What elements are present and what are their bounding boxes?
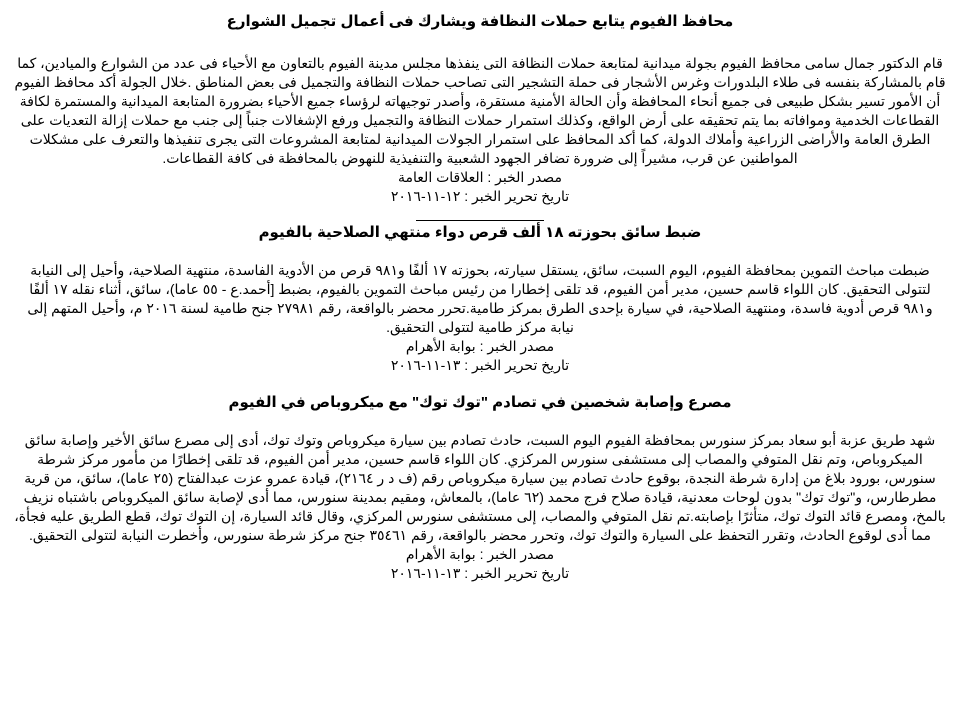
news-article xyxy=(14,393,946,583)
article-body: ضبطت مباحث التموين بمحافظة الفيوم، اليوم السبت، سائق، يستقل سيارته، بحوزته ١٧ ألفًا و٩٨١ قرص من الأدوية الفاسدة، منتهية الصلاحية، وأحيل إلى النيابة لتتولى التحقيق. كان اللواء قاسم حسين، مدير أمن الفيوم، قد تلقى إخطارا من رئيس مباحث التموين بالفيوم، بضبط [أحمد.ع - ٥٥ عاما)، سائق، أثناء نقله ١٧ ألفًا و٩٨١ قرص أدوية فاسدة، ومنتهية الصلاحية، في سيارة بإحدى الطرق بمركز طامية.تحرر محضر بالواقعة، رقم ٢٧٩٨١ جنح طامية لسنة ٢٠١٦ م، وأحيل المتهم إلى نيابة مركز طامية لتتولى التحقيق. xyxy=(27,262,933,335)
article-date: تاريخ تحرير الخبر : ١٣-١١-٢٠١٦ xyxy=(390,565,570,581)
news-article xyxy=(14,223,946,375)
article-source: مصدر الخبر : بوابة الأهرام xyxy=(405,338,555,354)
news-article xyxy=(14,12,946,206)
article-source: مصدر الخبر : بوابة الأهرام xyxy=(405,546,555,562)
article-body: قام الدكتور جمال سامى محافظ الفيوم بجولة ميدانية لمتابعة حملات النظافة التى ينفذها مجلس مدينة الفيوم بالتعاون مع الأحياء فى عدد من الشوارع والميادين، كما قام بالمشاركة بنفسه فى طلاء البلدورات وغرس الأشجار فى حملة التشجير التى تصاحب حملات النظافة والتجميل فى بعض المناطق .خلال الجولة أكد محافظ الفيوم أن الأمور تسير بشكل طبيعى فى جميع أنحاء المحافظة وأن الحالة الأمنية مستقرة، وأصدر توجيهاته لرؤساء جميع الأحياء بضرورة المتابعة الميدانية والمستمرة لكافة القطاعات الخدمية وموافاته بما يتم تحقيقه على أرض الواقع، وكذلك استمرار حملات النظافة والتجميل ورفع الإشغالات جنباً إلى جنب مع حملات إزالة التعديات على الطرق العامة والأراضى الزراعية وأملاك الدولة، كما أكد المحافظ على استمرار الجولات الميدانية لمتابعة المشروعات التى يجرى تنفيذها والتعرف على مشكلات المواطنين عن قرب، مشيراً إلى ضرورة تضافر الجهود الشعبية والتنفيذية للنهوض بالمحافظة فى كافة القطاعات. xyxy=(14,55,946,166)
article-source: مصدر الخبر : العلاقات العامة xyxy=(398,169,562,185)
article-date: تاريخ تحرير الخبر : ١٣-١١-٢٠١٦ xyxy=(390,357,570,373)
article-divider xyxy=(416,220,544,221)
spacer xyxy=(14,32,946,54)
article-headline: محافظ الفيوم يتابع حملات النظافة ويشارك فى أعمال تجميل الشوارع xyxy=(226,13,734,30)
article-headline: ضبط سائق بحوزته ١٨ ألف قرص دواء منتهي الصلاحية بالفيوم xyxy=(258,224,702,241)
article-body: شهد طريق عزبة أبو سعاد بمركز سنورس بمحافظة الفيوم اليوم السبت، حادث تصادم بين سيارة ميكروباص وتوك توك، أدى إلى مصرع سائق الأخير وإصابة سائق الميكروباص، وتم نقل المتوفي والمصاب إلى مستشفى سنورس المركزي. كان اللواء قاسم حسين، مدير أمن الفيوم، قد تلقى إخطارًا من مأمور مركز شرطة سنورس، بورود بلاغ من إدارة شرطة النجدة، بوقوع حادث تصادم بين سيارة ميكروباص رقم (ف د ر ٢١٦٤)، قيادة عمرو عزت عبدالفتاح (٢٥ عاما)، سائق، من قرية مطرطارس، و"توك توك" بدون لوحات معدنية، قيادة صلاح فرج محمد (٦٢ عاما)، بالمعاش، ومقيم بمدينة سنورس، مما أدى لإصابة سائق الميكروباص باشتباه نزيف بالمخ، ومصرع قائد التوك توك، متأثرًا بإصابته.تم نقل المتوفي والمصاب، إلى مستشفى سنورس المركزي، وقال قائد السيارة، إن التوك توك، قطع الطريق عليه فجأة، مما أدى لوقوع الحادث، وتقرر التحفظ على السيارة والتوك توك، وتحرر محضر بالواقعة، رقم ٣٥٤٦١ جنح مركز شرطة سنورس، وأخطرت النيابة لتتولى التحقيق. xyxy=(14,432,946,543)
article-headline: مصرع وإصابة شخصين في تصادم "توك توك" مع ميكروباص في الفيوم xyxy=(228,394,732,411)
article-date: تاريخ تحرير الخبر : ١٢-١١-٢٠١٦ xyxy=(390,188,570,204)
spacer xyxy=(14,243,946,261)
spacer xyxy=(14,413,946,431)
